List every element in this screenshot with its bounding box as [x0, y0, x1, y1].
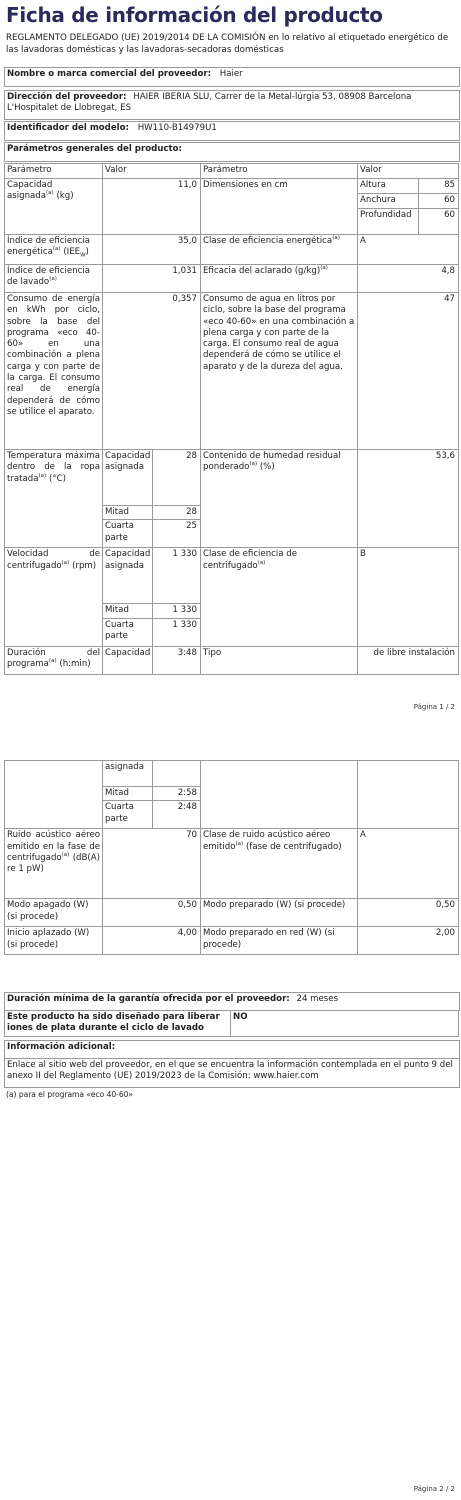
type-value: de libre instalación: [358, 646, 459, 674]
silver-ions-label: Este producto ha sido diseñado para liberar iones de plata durante el ciclo de lavado: [5, 1011, 231, 1037]
networked-standby-label: Modo preparado en red (W) (si procede): [201, 927, 358, 955]
spin-quarter-value: 1 330: [153, 618, 201, 646]
off-mode-label: Modo apagado (W) (si procede): [5, 899, 103, 927]
rinse-label: Eficacia del aclarado $(g/kg)^{(a)}$: [201, 265, 358, 293]
header-value-2: Valor: [358, 164, 459, 179]
duration-half-label: Mitad: [103, 787, 153, 801]
rinse-value: 4,8: [358, 265, 459, 293]
off-mode-value: 0,50: [103, 899, 201, 927]
wash-index-label: Índice de eficiencia de lavado$^{(a)}$: [5, 265, 103, 293]
temperature-half-label: Mitad: [103, 506, 153, 520]
dimensions-label: Dimensiones en cm: [201, 179, 358, 235]
duration-quarter-value: 2:48: [153, 801, 201, 829]
general-params-title: Parámetros generales del producto:: [4, 142, 460, 162]
page-number-2: Página 2 / 2: [413, 1485, 455, 1493]
noise-class-label: Clase de ruido acústico aéreo emitido$^{(a)}$ (fase de centrifugado): [201, 829, 358, 899]
spin-class-label: Clase de eficiencia de centrifugado$^{(a)}$: [201, 548, 358, 646]
height-label: Altura: [358, 179, 419, 194]
eei-value: 35,0: [103, 235, 201, 265]
duration-quarter-label: Cuarta parte: [103, 801, 153, 829]
duration-full-label-part2: asignada: [103, 761, 153, 787]
height-value: 85: [419, 179, 459, 194]
standby-value: 0,50: [358, 899, 459, 927]
noise-label: Ruido acústico aéreo emitido en la fase de centrifugado$^{(a)}$ (dB(A) re 1 pW): [5, 829, 103, 899]
spin-speed-label: Velocidad de centrifugado$^{(a)}$ (rpm): [5, 548, 103, 646]
additional-info-title: Información adicional:: [4, 1040, 460, 1059]
spin-half-value: 1 330: [153, 604, 201, 618]
type-continued: [201, 761, 358, 829]
water-consumption-label: Consumo de agua en litros por ciclo, sobre la base del programa «eco 40-60» en una combinación a plena carga y con parte de la carga. El consumo real de agua dependerá de cómo se utilice el aparato y de la dureza del agua.: [201, 293, 358, 450]
energy-class-label: Clase de eficiencia energética$^{(a)}$: [201, 235, 358, 265]
supplier-label: Nombre o marca comercial del proveedor:: [7, 69, 212, 79]
eei-label: Índice de eficiencia energética$^{(a)}$ $(IEE_W)$: [5, 235, 103, 265]
energy-consumption-value: 0,357: [103, 293, 201, 450]
temperature-half-value: 28: [153, 506, 201, 520]
duration-continued: [5, 761, 103, 829]
header-value: Valor: [103, 164, 201, 179]
noise-value: 70: [103, 829, 201, 899]
standby-label: Modo preparado (W) (si procede): [201, 899, 358, 927]
model-value: HW110-B14979U1: [137, 123, 217, 133]
width-value: 60: [419, 194, 459, 209]
duration-full-value-continued: [153, 761, 201, 787]
silver-ions-row: [4, 1010, 459, 1037]
address-value: HAIER IBERIA SLU, Carrer de la Metal-lúrgia 53, 08908 Barcelona L'Hospitalet de Llobregat, ES: [7, 92, 412, 114]
model-row: [4, 121, 460, 141]
capacity-value: 11,0: [103, 179, 201, 235]
depth-value: 60: [419, 209, 459, 235]
params-table-page2: [4, 760, 459, 955]
regulation-subtitle: REGLAMENTO DELEGADO (UE) 2019/2014 DE LA COMISIÓN en lo relativo al etiquetado energético de las lavadoras domésticas y las lavadoras-secadoras domésticas: [6, 33, 449, 55]
energy-consumption-label: Consumo de energía en kWh por ciclo, sobre la base del programa «eco 40-60» en una combinación a plena carga y con parte de la carga. El consumo real de energía dependerá de cómo se utilice el aparato.: [5, 293, 103, 450]
duration-label: Duración del programa$^{(a)}$ (h:min): [5, 646, 103, 674]
humidity-value: 53,6: [358, 450, 459, 548]
type-value-continued: [358, 761, 459, 829]
spin-full-value: 1 330: [153, 548, 201, 604]
energy-class-value: A: [358, 235, 459, 265]
params-table-page1: [4, 163, 459, 675]
warranty-value: 24 meses: [296, 994, 339, 1004]
document-title: Ficha de información del producto: [6, 3, 383, 27]
humidity-label: Contenido de humedad residual ponderado$^{(a)}$ (%): [201, 450, 358, 548]
temperature-full-value: 28: [153, 450, 201, 506]
capacity-label: Capacidad asignada$^{(a)}$ (kg): [5, 179, 103, 235]
footnote: (a) para el programa «eco 40-60»: [6, 1090, 134, 1099]
delay-start-label: Inicio aplazado (W) (si procede): [5, 927, 103, 955]
temperature-quarter-value: 25: [153, 520, 201, 548]
depth-label: Profundidad: [358, 209, 419, 235]
spin-full-label: Capacidad asignada: [103, 548, 153, 604]
silver-ions-value: NO: [231, 1011, 459, 1037]
temperature-quarter-label: Cuarta parte: [103, 520, 153, 548]
networked-standby-value: 2,00: [358, 927, 459, 955]
temperature-label: Temperatura máxima dentro de la ropa tratada$^{(a)}$ (°C): [5, 450, 103, 548]
header-param-2: Parámetro: [201, 164, 358, 179]
address-label: Dirección del proveedor:: [7, 92, 127, 102]
header-param: Parámetro: [5, 164, 103, 179]
duration-full-label-part1: Capacidad: [103, 646, 153, 674]
temperature-full-label: Capacidad asignada: [103, 450, 153, 506]
delay-start-value: 4,00: [103, 927, 201, 955]
model-label: Identificador del modelo:: [7, 123, 129, 133]
supplier-row: [4, 67, 460, 87]
warranty-row: [4, 992, 460, 1011]
duration-half-value: 2:58: [153, 787, 201, 801]
spin-class-value: B: [358, 548, 459, 646]
wash-index-value: 1,031: [103, 265, 201, 293]
water-consumption-value: 47: [358, 293, 459, 450]
spin-half-label: Mitad: [103, 604, 153, 618]
noise-class-value: A: [358, 829, 459, 899]
additional-info-text: Enlace al sitio web del proveedor, en el que se encuentra la información contemplada en el punto 9 del anexo II del Reglamento (UE) 2019/2023 de la Comisión: www.haier.com: [4, 1058, 460, 1088]
page-number-1: Página 1 / 2: [413, 703, 455, 711]
type-label: Tipo: [201, 646, 358, 674]
address-row: [4, 90, 460, 120]
width-label: Anchura: [358, 194, 419, 209]
supplier-value: Haier: [219, 69, 243, 79]
spin-quarter-label: Cuarta parte: [103, 618, 153, 646]
warranty-label: Duración mínima de la garantía ofrecida por el proveedor:: [7, 994, 290, 1004]
duration-full-value: 3:48: [153, 646, 201, 674]
